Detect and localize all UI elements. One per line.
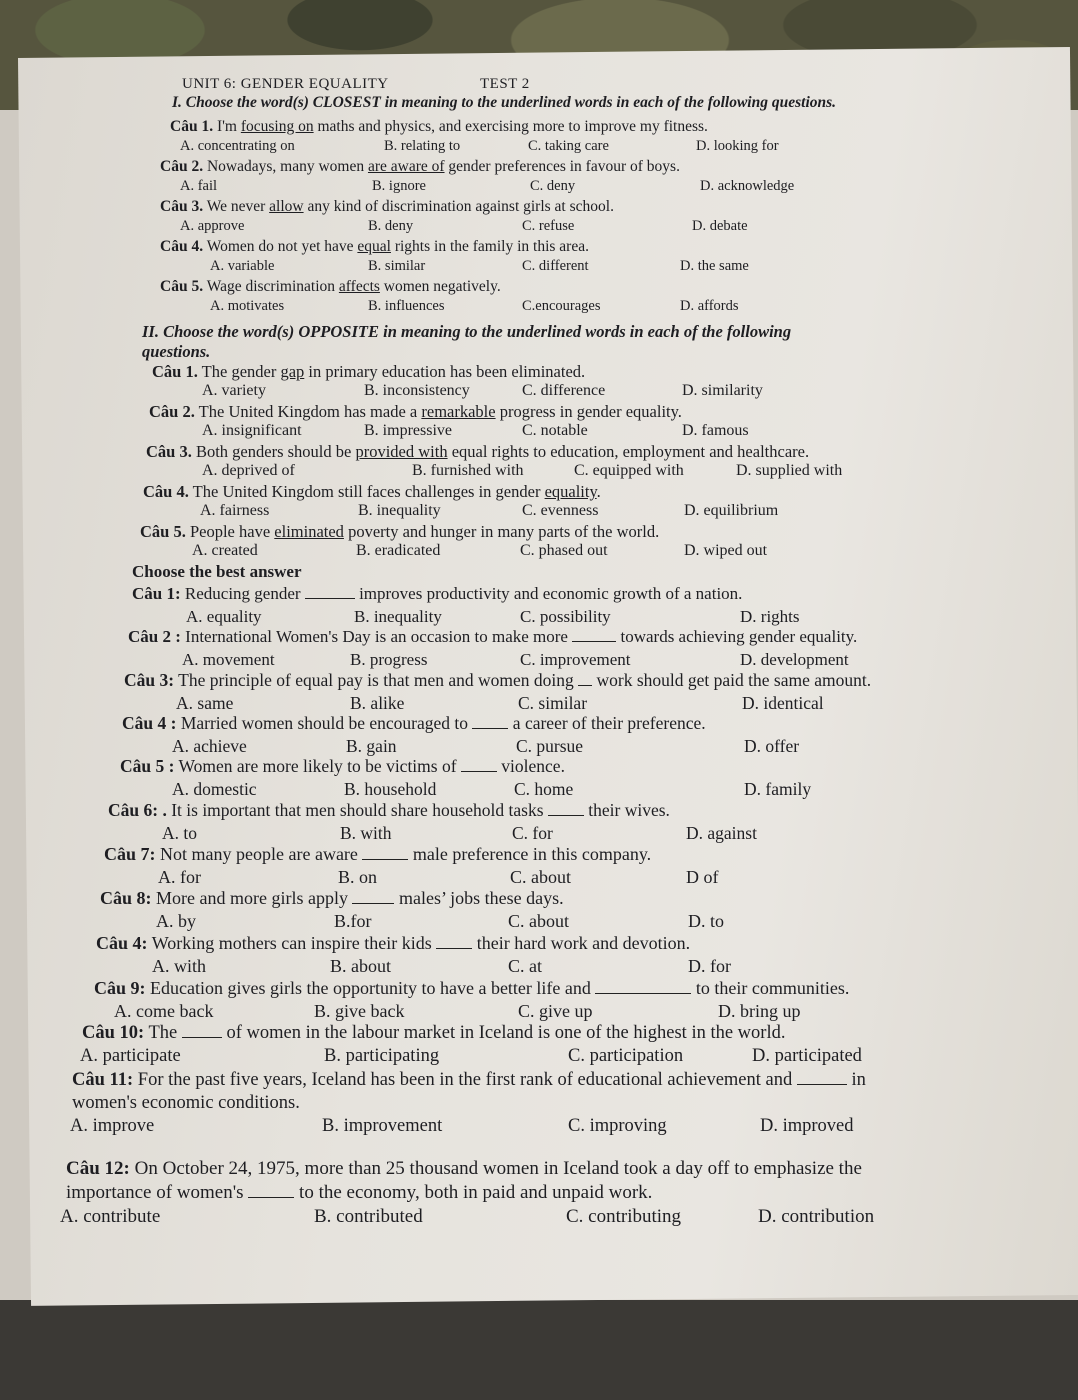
question-label: Câu 2. — [160, 158, 204, 175]
question-text: People have — [189, 522, 275, 541]
question-text: Nowadays, many women — [206, 158, 368, 175]
question-label: Câu 4. — [143, 482, 189, 501]
answer-option: C. for — [512, 823, 553, 843]
question-text: males’ jobs these days. — [394, 888, 564, 908]
answer-blank[interactable] — [352, 902, 394, 904]
question-line — [94, 978, 849, 999]
question-label: Câu 5 : — [120, 756, 175, 776]
answer-option: D. affords — [680, 298, 739, 314]
answer-option: A. to — [162, 823, 197, 843]
answer-option: A. achieve — [172, 736, 247, 756]
answer-option: A. participate — [80, 1046, 181, 1066]
question-line — [72, 1070, 866, 1091]
question-line — [132, 584, 742, 604]
question-text: On October 24, 1975, more than 25 thousand women in Iceland took a day off to emphasize the — [134, 1158, 862, 1179]
underlined-word: allow — [269, 198, 304, 215]
question-label: Câu 5. — [160, 278, 204, 295]
answer-option: B. relating to — [384, 138, 461, 154]
question-text: The gender — [201, 362, 281, 381]
answer-option: C. about — [510, 867, 571, 887]
question-label: Câu 4 : — [122, 713, 177, 733]
answer-option: D. contribution — [758, 1206, 875, 1227]
answer-blank[interactable] — [248, 1196, 294, 1198]
answer-option: B. about — [330, 956, 391, 976]
answer-option: C. refuse — [522, 218, 575, 234]
question-line — [124, 670, 871, 691]
answer-blank[interactable] — [362, 858, 408, 860]
question-text: importance of women's — [66, 1182, 249, 1203]
underlined-word: equal — [357, 238, 391, 255]
answer-blank[interactable] — [595, 992, 691, 994]
answer-option: D. looking for — [696, 138, 779, 154]
answer-option: A. variable — [210, 258, 275, 274]
answer-option: D. acknowledge — [700, 178, 795, 194]
question-label: Câu 12: — [66, 1158, 130, 1179]
answer-blank[interactable] — [578, 684, 592, 686]
underlined-word: provided with — [355, 442, 448, 461]
dark-background — [0, 1300, 1078, 1400]
question-text: a career of their preference. — [508, 713, 706, 733]
question-line — [140, 522, 659, 542]
answer-option: B. on — [338, 867, 378, 887]
question-label: Câu 2 : — [128, 627, 181, 646]
answer-option: C. different — [522, 258, 589, 274]
answer-option: C. participation — [568, 1046, 684, 1066]
question-text: improves productivity and economic growth of a nation. — [354, 584, 743, 603]
answer-option: A. concentrating on — [180, 138, 295, 154]
question-line — [143, 482, 601, 502]
test-title: TEST 2 — [480, 76, 530, 92]
answer-option: D. family — [744, 779, 812, 799]
answer-option: C. improving — [568, 1116, 667, 1136]
question-text: violence. — [496, 756, 565, 776]
answer-option: A. motivates — [210, 298, 285, 314]
answer-blank[interactable] — [436, 947, 472, 949]
answer-option: B. eradicated — [356, 542, 441, 559]
answer-option: C. pursue — [516, 736, 584, 756]
answer-option: A. for — [158, 867, 201, 887]
answer-option: C. evenness — [522, 502, 599, 519]
question-text: poverty and hunger in many parts of the world. — [343, 522, 660, 541]
underlined-word: eliminated — [274, 522, 344, 541]
answer-option: B. influences — [368, 298, 445, 314]
answer-option: D. development — [740, 650, 849, 669]
answer-option: A. with — [152, 956, 206, 976]
question-line — [160, 238, 589, 256]
question-line — [146, 442, 809, 462]
underlined-word: gap — [280, 362, 305, 381]
question-label: Câu 4. — [160, 238, 204, 255]
underlined-word: remarkable — [421, 402, 496, 421]
answer-option: C. improvement — [520, 650, 631, 669]
question-text: The United Kingdom has made a — [198, 402, 422, 421]
answer-option: B. progress — [350, 650, 428, 669]
answer-option: A. approve — [180, 218, 245, 234]
answer-option: C. similar — [518, 693, 588, 713]
section-3-title: Choose the best answer — [132, 562, 302, 581]
answer-option: B. alike — [350, 693, 405, 713]
question-text: rights in the family in this area. — [390, 238, 589, 255]
answer-option: C. equipped with — [574, 462, 684, 479]
answer-option: A. insignificant — [202, 422, 302, 439]
answer-option: B. deny — [368, 218, 414, 234]
question-text: work should get paid the same amount. — [592, 670, 872, 690]
answer-option: C. at — [508, 956, 542, 976]
unit-title: UNIT 6: GENDER EQUALITY — [182, 76, 389, 92]
question-label: Câu 3. — [160, 198, 204, 215]
answer-blank[interactable] — [548, 814, 584, 816]
question-label: Câu 9: — [94, 978, 146, 998]
question-line — [100, 888, 564, 909]
answer-option: A. fairness — [200, 502, 270, 519]
answer-option: C. phased out — [520, 542, 608, 559]
answer-blank[interactable] — [472, 727, 508, 729]
worksheet — [60, 70, 1060, 1290]
answer-option: C. give up — [518, 1001, 593, 1021]
question-text: to their communities. — [691, 978, 850, 998]
answer-option: C. taking care — [528, 138, 609, 154]
answer-option: A. movement — [182, 650, 275, 669]
question-label: Câu 11: — [72, 1070, 134, 1090]
question-line — [82, 1023, 785, 1044]
question-text: male preference in this company. — [408, 844, 652, 864]
question-text: More and more girls apply — [156, 888, 353, 908]
answer-option: B. household — [344, 779, 437, 799]
answer-option: B. participating — [324, 1046, 440, 1066]
question-text: in primary education has been eliminated. — [304, 362, 586, 381]
answer-option: C. difference — [522, 382, 606, 399]
question-label: Câu 1. — [170, 118, 214, 135]
question-line-continued: women's economic conditions. — [72, 1093, 300, 1113]
answer-option: C. notable — [522, 422, 588, 439]
question-text: towards achieving gender equality. — [616, 627, 858, 646]
question-text: Reducing gender — [184, 584, 305, 603]
question-text: International Women's Day is an occasion to make more — [185, 627, 573, 646]
underlined-word: focusing on — [240, 118, 314, 135]
section-2-title-cont: questions. — [142, 342, 211, 361]
answer-option: D of — [686, 867, 719, 887]
question-line — [160, 278, 501, 296]
question-text: equal rights to education, employment and healthcare. — [447, 442, 810, 461]
question-text: For the past five years, Iceland has been in the first rank of educational achievement and — [137, 1070, 797, 1090]
question-text: I'm — [216, 118, 241, 135]
question-label: Câu 3. — [146, 442, 192, 461]
answer-option: B. inequality — [358, 502, 441, 519]
answer-option: D. participated — [752, 1046, 862, 1066]
answer-option: B. ignore — [372, 178, 426, 194]
question-line — [108, 800, 670, 821]
underlined-word: are aware of — [367, 158, 445, 175]
section-1-title: I. Choose the word(s) CLOSEST in meaning to the underlined words in each of the following questions. — [172, 94, 837, 111]
answer-option: D. famous — [682, 422, 749, 439]
answer-blank[interactable] — [461, 770, 497, 772]
question-label: Câu 1. — [152, 362, 198, 381]
answer-option: D. to — [688, 911, 724, 931]
question-text: Married women should be encouraged to — [180, 713, 473, 733]
answer-option: B. improvement — [322, 1116, 443, 1136]
answer-option: A. fail — [180, 178, 218, 194]
answer-option: D. for — [688, 956, 731, 976]
question-text: progress in gender equality. — [495, 402, 682, 421]
answer-option: C. about — [508, 911, 569, 931]
question-text: Women are more likely to be victims of — [178, 756, 461, 776]
answer-option: C. deny — [530, 178, 576, 194]
answer-option: B. gain — [346, 736, 397, 756]
question-text: maths and physics, and exercising more to improve my fitness. — [313, 118, 708, 135]
answer-option: D. improved — [760, 1116, 854, 1136]
answer-option: D. identical — [742, 693, 824, 713]
question-text: of women in the labour market in Iceland is one of the highest in the world. — [221, 1023, 786, 1043]
question-text: Women do not yet have — [206, 238, 358, 255]
answer-option: D. rights — [740, 607, 800, 626]
underlined-word: affects — [338, 278, 380, 295]
answer-option: A. domestic — [172, 779, 257, 799]
answer-option: D. debate — [692, 218, 748, 234]
answer-option: D. bring up — [718, 1001, 801, 1021]
question-text: to the economy, both in paid and unpaid work. — [294, 1182, 653, 1203]
answer-option: B. impressive — [364, 422, 452, 439]
answer-option: D. offer — [744, 736, 800, 756]
answer-option: D. the same — [680, 258, 749, 274]
answer-option: B.for — [334, 911, 372, 931]
question-text: women negatively. — [379, 278, 501, 295]
question-text: The — [148, 1023, 182, 1043]
question-text: Wage discrimination — [206, 278, 339, 295]
answer-option: D. against — [686, 823, 757, 843]
answer-blank[interactable] — [305, 597, 355, 599]
answer-option: A. improve — [70, 1116, 155, 1136]
answer-blank[interactable] — [572, 640, 616, 642]
question-label: Câu 3: — [124, 670, 175, 690]
answer-option: A. by — [156, 911, 196, 931]
answer-option: D. supplied with — [736, 462, 843, 479]
answer-option: B. inequality — [354, 607, 442, 626]
question-text: Education gives girls the opportunity to have a better life and — [150, 978, 596, 998]
answer-option: B. give back — [314, 1001, 405, 1021]
question-text: their hard work and devotion. — [472, 933, 691, 953]
answer-option: A. equality — [186, 607, 262, 626]
question-label: Câu 4: — [96, 933, 148, 953]
answer-blank[interactable] — [182, 1036, 222, 1038]
question-label: Câu 7: — [104, 844, 156, 864]
question-line-continued — [66, 1182, 652, 1204]
question-label: Câu 2. — [149, 402, 195, 421]
question-text: The principle of equal pay is that men and women doing — [178, 670, 579, 690]
answer-option: D. equilibrium — [684, 502, 779, 519]
section-2-title: II. Choose the word(s) OPPOSITE in meaning to the underlined words in each of the following — [142, 322, 792, 341]
question-text: The United Kingdom still faces challenges in gender — [192, 482, 545, 501]
answer-option: A. deprived of — [202, 462, 295, 479]
answer-option: A. same — [176, 693, 234, 713]
question-text: Both genders should be — [195, 442, 356, 461]
question-text: Not many people are aware — [160, 844, 363, 864]
question-label: Câu 1: — [132, 584, 181, 603]
answer-blank[interactable] — [797, 1083, 847, 1085]
question-text: . — [596, 482, 601, 501]
answer-option: C. possibility — [520, 607, 611, 626]
question-line — [122, 713, 706, 734]
question-line — [66, 1158, 862, 1180]
question-line — [160, 158, 680, 176]
answer-option: A. variety — [202, 382, 266, 399]
underlined-word: equality — [544, 482, 597, 501]
question-text: Working mothers can inspire their kids — [151, 933, 437, 953]
question-line — [149, 402, 682, 422]
question-text: in — [846, 1070, 866, 1090]
question-text: We never — [206, 198, 270, 215]
answer-option: B. contributed — [314, 1206, 423, 1227]
question-line — [160, 198, 614, 216]
question-line — [128, 627, 857, 647]
question-line — [96, 933, 690, 954]
question-text: It is important that men should share household tasks — [171, 800, 548, 820]
answer-option: D. similarity — [682, 382, 763, 399]
question-label: Câu 5. — [140, 522, 186, 541]
answer-option: A. come back — [114, 1001, 214, 1021]
question-label: Câu 6: . — [108, 800, 167, 820]
answer-option: B. similar — [368, 258, 426, 274]
question-line — [104, 844, 651, 865]
answer-option: B. with — [340, 823, 392, 843]
question-text: any kind of discrimination against girls at school. — [303, 198, 614, 215]
question-text: their wives. — [583, 800, 670, 820]
answer-option: A. contribute — [60, 1206, 161, 1227]
answer-option: A. created — [192, 542, 258, 559]
question-text: gender preferences in favour of boys. — [444, 158, 680, 175]
question-label: Câu 10: — [82, 1023, 145, 1043]
answer-option: C.encourages — [522, 298, 601, 314]
question-line — [152, 362, 585, 382]
question-label: Câu 8: — [100, 888, 152, 908]
question-line — [120, 756, 565, 777]
answer-option: C. contributing — [566, 1206, 682, 1227]
answer-option: D. wiped out — [684, 542, 768, 559]
answer-option: B. furnished with — [412, 462, 524, 479]
question-line — [170, 118, 708, 136]
answer-option: C. home — [514, 779, 574, 799]
answer-option: B. inconsistency — [364, 382, 470, 399]
